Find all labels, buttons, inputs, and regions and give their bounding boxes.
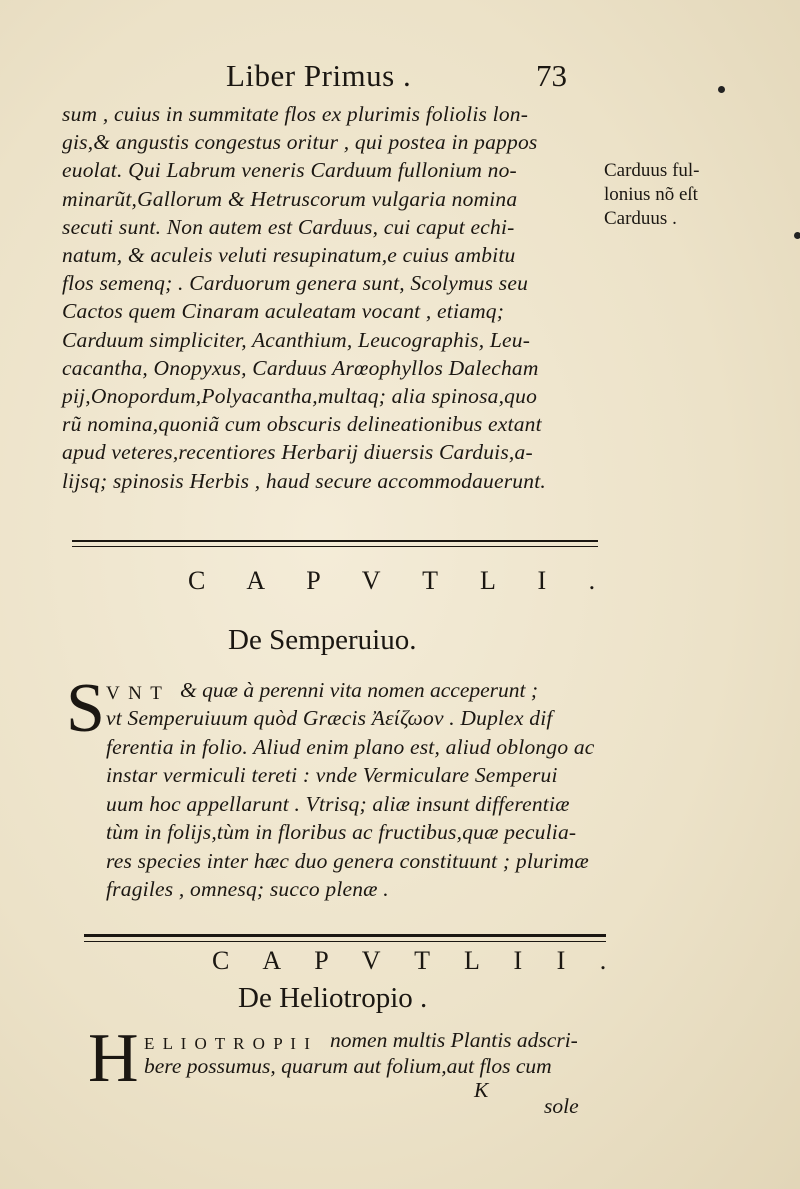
section-rule: [72, 540, 598, 542]
text-line: instar vermiculi tereti : vnde Vermiculare Semperui: [106, 763, 558, 787]
text-line: rũ nomina,quoniã cum obscuris delineationibus extant: [62, 412, 542, 437]
text-line: sum , cuius in summitate flos ex plurimis foliolis lon-: [62, 102, 529, 126]
chapter52-dropcap: H: [88, 1020, 139, 1097]
text-line: tùm in folijs,tùm in floribus ac fructibus,quæ peculia-: [106, 820, 577, 844]
section-rule: [72, 546, 598, 547]
text-line: flos semenq; . Carduorum genera sunt, Scolymus seu: [62, 271, 529, 296]
text-line: ferentia in folio. Aliud enim plano est, aliud oblongo ac: [106, 734, 595, 759]
text-line: fragiles , omnesq; succo plenæ .: [106, 877, 389, 901]
catchword: sole: [544, 1094, 579, 1118]
text-line: pij,Onopordum,Polyacantha,multaq; alia spinosa,quo: [62, 384, 538, 408]
text-line: euolat. Qui Labrum veneris Carduum fullonium no-: [62, 158, 517, 183]
marginal-note-line: lonius nõ eſt: [604, 184, 698, 205]
page-number: 73: [536, 58, 567, 93]
ink-speck: [794, 232, 800, 239]
text-line: vt Semperuiuum quòd Græcis Ἀείζωον . Duplex dif: [106, 706, 553, 730]
signature-mark: K: [474, 1078, 489, 1102]
chapter52-first-line: nomen multis Plantis adscri-: [330, 1028, 578, 1052]
chapter51-heading: C A P V T L I .: [188, 566, 614, 595]
section-rule: [84, 934, 606, 937]
text-line: secuti sunt. Non autem est Carduus, cui caput echi-: [62, 214, 515, 239]
chapter52-second-line: bere possumus, quarum aut folium,aut flos cum: [144, 1054, 552, 1078]
chapter51-dropcap: S: [66, 670, 105, 747]
text-line: uum hoc appellarunt . Vtrisq; aliæ insunt differentiæ: [106, 791, 570, 816]
text-line: gis,& angustis congestus oritur , qui postea in pappos: [62, 130, 538, 155]
text-line: natum, & aculeis veluti resupinatum,e cuius ambitu: [62, 243, 516, 267]
chapter51-title: De Semperuiuo.: [228, 624, 417, 656]
section-rule: [84, 941, 606, 942]
text-line: res species inter hæc duo genera constituunt ; plurimæ: [106, 848, 589, 873]
chapter51-lead: V N T: [106, 683, 164, 704]
chapter52-lead: E L I O T R O P I I: [144, 1034, 312, 1053]
running-header-title: Liber Primus .: [226, 58, 412, 93]
chapter51-first-line: & quæ à perenni vita nomen acceperunt ;: [180, 678, 539, 702]
text-line: Carduum simpliciter, Acanthium, Leucographis, Leu-: [62, 327, 531, 352]
text-line: lijsq; spinosis Herbis , haud secure accommodauerunt.: [62, 468, 546, 493]
chapter52-heading: C A P V T L I I .: [212, 946, 621, 975]
text-line: cacantha, Onopyxus, Carduus Arœophyllos Dalecham: [62, 355, 539, 380]
marginal-note-line: Carduus ful-: [604, 160, 700, 181]
text-line: Cactos quem Cinaram aculeatam vocant , etiamq;: [62, 299, 505, 324]
marginal-note-line: Carduus .: [604, 208, 677, 229]
text-line: minarũt,Gallorum & Hetruscorum vulgaria nomina: [62, 186, 518, 211]
chapter52-title: De Heliotropio .: [238, 982, 428, 1014]
ink-speck: [718, 86, 725, 93]
text-line: apud veteres,recentiores Herbarij diuersis Carduis,a-: [62, 440, 533, 465]
